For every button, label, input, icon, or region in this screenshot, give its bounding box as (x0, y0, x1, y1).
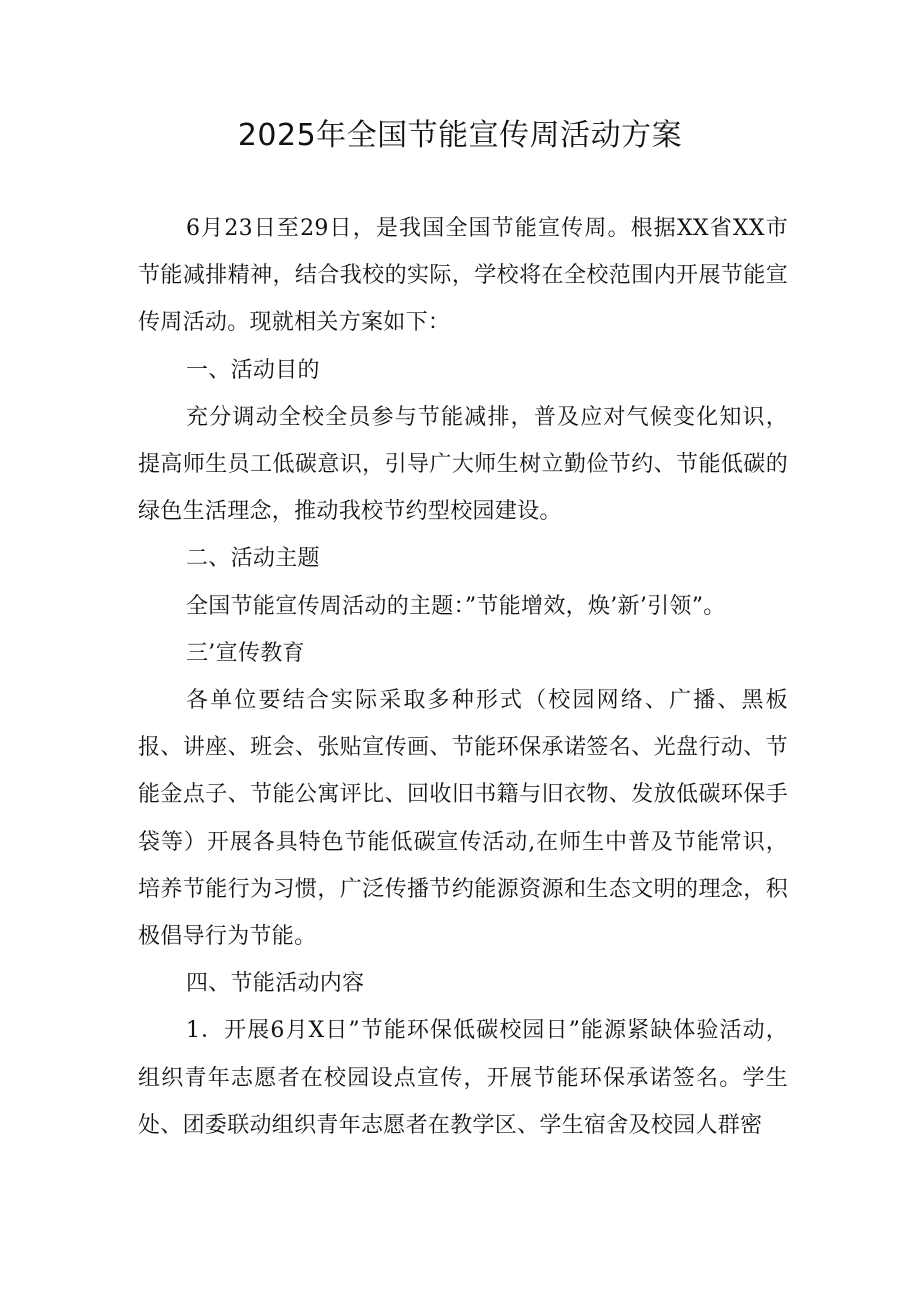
education-paragraph: 各单位要结合实际采取多种形式（校园网络、广播、黑板报、讲座、班会、张贴宣传画、节能环保承诺签名、光盘行动、节能金点子、节能公寓评比、回收旧书籍与旧衣物、发放低碳环保手袋等）开展各具特色节能低碳宣传活动,在师生中普及节能常识，培养节能行为习惯，广泛传播节约能源资源和生态文明的理念，积极倡导行为节能。 (138, 688, 788, 950)
document-body (138, 205, 788, 1149)
section-heading-education: 三’宣传教育 (186, 640, 305, 666)
purpose-paragraph: 充分调动全校全员参与节能减排，普及应对气候变化知识，提高师生员工低碳意识，引导广大师生树立勤俭节约、节能低碳的绿色生活理念，推动我校节约型校园建设。 (138, 404, 788, 525)
theme-paragraph: 全国节能宣传周活动的主题：”节能增效，焕’新’引领”。 (186, 593, 726, 619)
content-item-1: 1．开展6月X日”节能环保低碳校园日”能源紧缺体验活动，组织青年志愿者在校园设点宣传，开展节能环保承诺签名。学生处、团委联动组织青年志愿者在教学区、学生宿舍及校园人群密 (138, 1018, 788, 1138)
section-heading-theme: 二、活动主题 (186, 546, 320, 572)
intro-paragraph: 6月23日至29日，是我国全国节能宣传周。根据XX省XX市节能减排精神，结合我校的实际，学校将在全校范围内开展节能宣传周活动。现就相关方案如下： (138, 216, 788, 336)
section-heading-content: 四、节能活动内容 (186, 971, 365, 997)
section-heading-purpose: 一、活动目的 (186, 357, 320, 383)
document-title: 2025年全国节能宣传周活动方案 (237, 118, 683, 153)
